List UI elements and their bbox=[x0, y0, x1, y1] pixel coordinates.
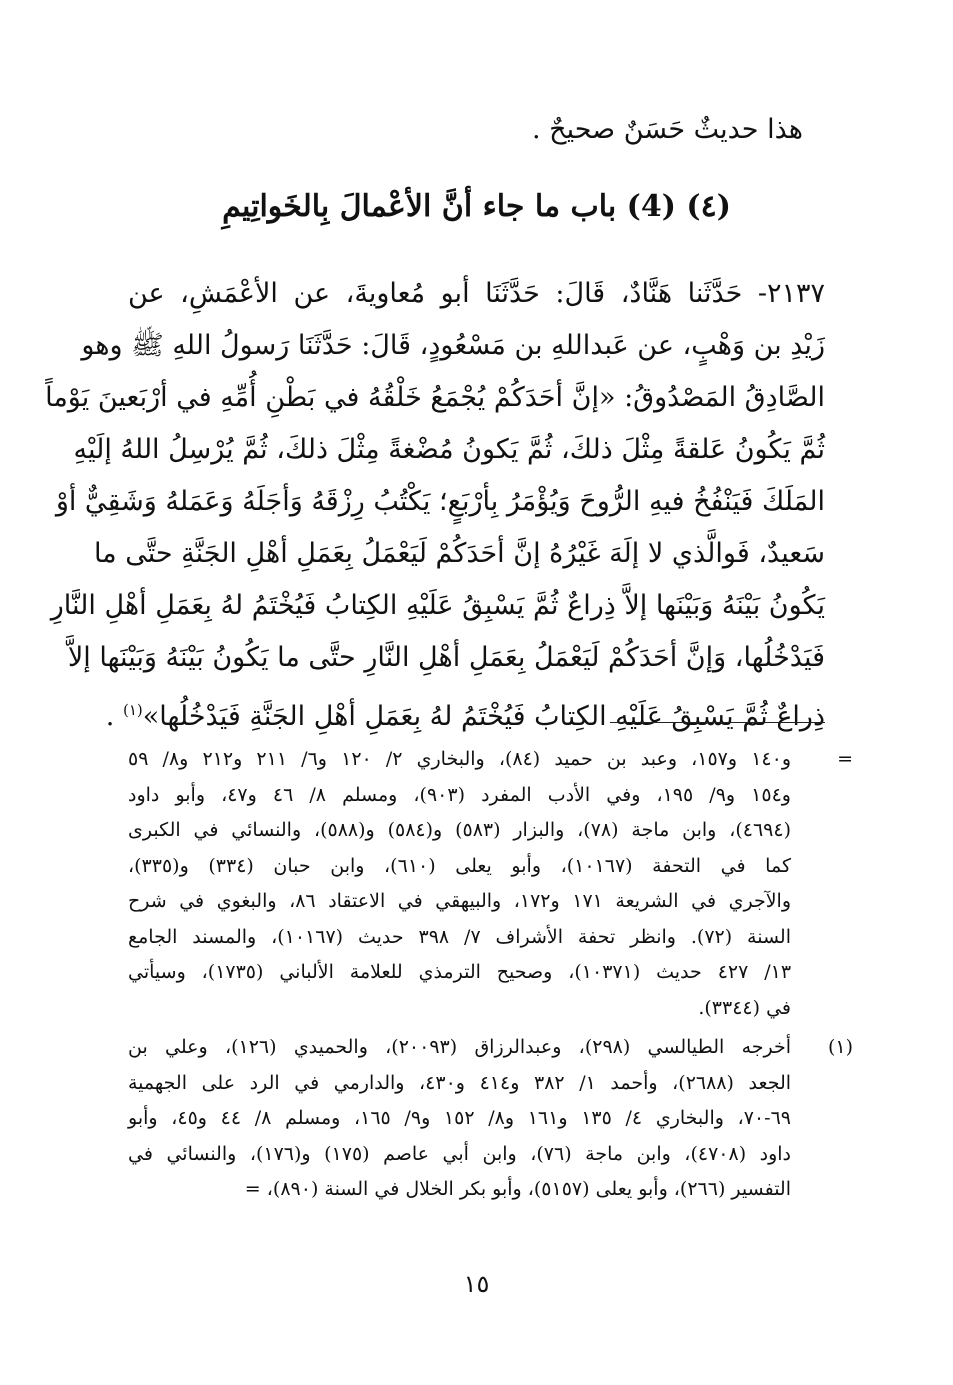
footnote-line: والآجري في الشريعة ١٧١ و١٧٢، والبيهقي في الاعتقاد ٨٦، والبغوي في شرح bbox=[128, 890, 791, 912]
footnote-line: التفسير (٢٦٦)، وأبو يعلى (٥١٥٧)، وأبو بكر الخلال في السنة (٨٩٠)، = bbox=[244, 1178, 791, 1200]
footnote-line: أخرجه الطيالسي (٢٩٨)، وعبدالرزاق (٢٠٠٩٣)، والحميدي (١٢٦)، وعلي بن bbox=[128, 1036, 792, 1058]
hadith-line: فَيَدْخُلُها، وَإنَّ أحَدَكُمْ لَيَعْمَلُ بِعَمَلِ أهْلِ النَّارِ حتَّى ما يَكُونُ بَيْنَهُ وَبَيْنَها إلاَّ bbox=[67, 642, 825, 673]
hadith-line: سَعيدٌ، فَوالَّذي لا إلَهَ غَيْرُهُ إنَّ أحَدَكُمْ لَيَعْمَلُ بِعَمَلِ أهْلِ الجَنَّةِ حتَّى ما bbox=[93, 538, 825, 569]
footnote-1 bbox=[128, 1030, 853, 1208]
footnote-marker: = bbox=[837, 748, 853, 770]
chapter-heading: (٤) (4) باب ما جاء أنَّ الأعْمالَ بِالخَواتِيمِ bbox=[222, 189, 731, 224]
hadith-line: الصَّادِقُ المَصْدُوقُ: «إنَّ أحَدَكُمْ يُجْمَعُ خَلْقُهُ في بَطْنِ أُمِّهِ في أرْبَعينَ يَوْماً bbox=[45, 382, 825, 413]
hadith-line: ذِراعٌ ثُمَّ يَسْبِقُ عَلَيْهِ الكِتابُ فَيُخْتَمُ لهُ بِعَمَلِ أهْلِ الجَنَّةِ فَيَدْخُلُها» bbox=[142, 701, 825, 732]
footnote-line: ١٣/ ٤٢٧ حديث (١٠٣٧١)، وصحيح الترمذي للعلامة الألباني (١٧٣٥)، وسيأتي bbox=[128, 961, 792, 983]
hadith-line: زَيْدِ بن وَهْبٍ، عن عَبداللهِ بن مَسْعُودٍ، قَالَ: حَدَّثَنَا رَسولُ اللهِ ﷺ وهو bbox=[81, 330, 825, 361]
footnote-line: في (٣٣٤٤). bbox=[698, 996, 791, 1019]
footnote-line: الجعد (٢٦٨٨)، وأحمد ١/ ٣٨٢ و٤١٤ و٤٣٠، والدارمي في الرد على الجهمية bbox=[128, 1071, 792, 1094]
footnote-line: و١٤٠ و١٥٧، وعبد بن حميد (٨٤)، والبخاري ٢/ ١٢٠ و٦/ ٢١١ و٢١٢ و٨/ ٥٩ bbox=[128, 748, 792, 770]
hadith-last-line bbox=[105, 684, 825, 736]
footnote-reference: (١) bbox=[122, 701, 143, 719]
footnote-marker: (١) bbox=[827, 1036, 853, 1058]
hadith-line: ٢١٣٧- حَدَّثَنا هَنَّادٌ، قَالَ: حَدَّثَنَا أبو مُعاويةَ، عن الأعْمَشِ، عن bbox=[128, 278, 825, 309]
footnote-line: كما في التحفة (١٠١٦٧)، وأبو يعلى (٦١٠)، وابن حبان (٣٣٤) و(٣٣٥)، bbox=[128, 854, 791, 877]
footnote-line: السنة (٧٢). وانظر تحفة الأشراف ٧/ ٣٩٨ حديث (١٠١٦٧)، والمسند الجامع bbox=[128, 925, 791, 948]
footnote-line: ٦٩-٧٠، والبخاري ٤/ ١٣٥ و١٦١ و٨/ ١٥٢ و٩/ ١٦٥، ومسلم ٨/ ٤٤ و٤٥، وأبو bbox=[128, 1107, 791, 1129]
footnote-separator bbox=[610, 722, 825, 723]
footnote-line: داود (٤٧٠٨)، وابن ماجة (٧٦)، وابن أبي عاصم (١٧٥) و(١٧٦)، والنسائي في bbox=[128, 1142, 792, 1165]
footnote-continuation bbox=[128, 742, 853, 1026]
footnote-line: و١٥٤ و٩/ ١٩٥، وفي الأدب المفرد (٩٠٣)، ومسلم ٨/ ٤٦ و٤٧، وأبو داود bbox=[128, 783, 791, 806]
hadith-line: يَكُونُ بَيْنَهُ وَبَيْنَها إلاَّ ذِراعٌ ثُمَّ يَسْبِقُ عَلَيْهِ الكِتابُ فَيُخْتَمُ لهُ بِعَمَلِ أهْلِ النَّارِ bbox=[50, 590, 825, 621]
footnote-line: (٤٦٩٤)، وابن ماجة (٧٨)، والبزار (٥٨٣) و(٥٨٤) و(٥٨٨)، والنسائي في الكبرى bbox=[128, 819, 791, 841]
hadith-grading-line: هذا حديثٌ حَسَنٌ صحيحٌ . bbox=[532, 114, 803, 145]
hadith-line: المَلَكَ فَيَنْفُخُ فيهِ الرُّوحَ وَيُؤْمَرُ بِأرْبَعٍ؛ يَكْتُبُ رِزْقَهُ وَأجَلَهُ وَعَمَلهُ وَشَقِيٌّ أوْ bbox=[55, 486, 825, 517]
hadith-text bbox=[45, 268, 825, 736]
footnotes bbox=[128, 742, 853, 1208]
hadith-line: ثُمَّ يَكُونُ عَلقةً مِثْلَ ذلكَ، ثُمَّ يَكونُ مُضْغةً مِثْلَ ذلكَ، ثُمَّ يُرْسِلُ اللهُ إلَيْهِ bbox=[73, 434, 825, 465]
page-number: ١٥ bbox=[463, 1270, 490, 1298]
hadith-closing-punctuation: . bbox=[105, 701, 123, 732]
